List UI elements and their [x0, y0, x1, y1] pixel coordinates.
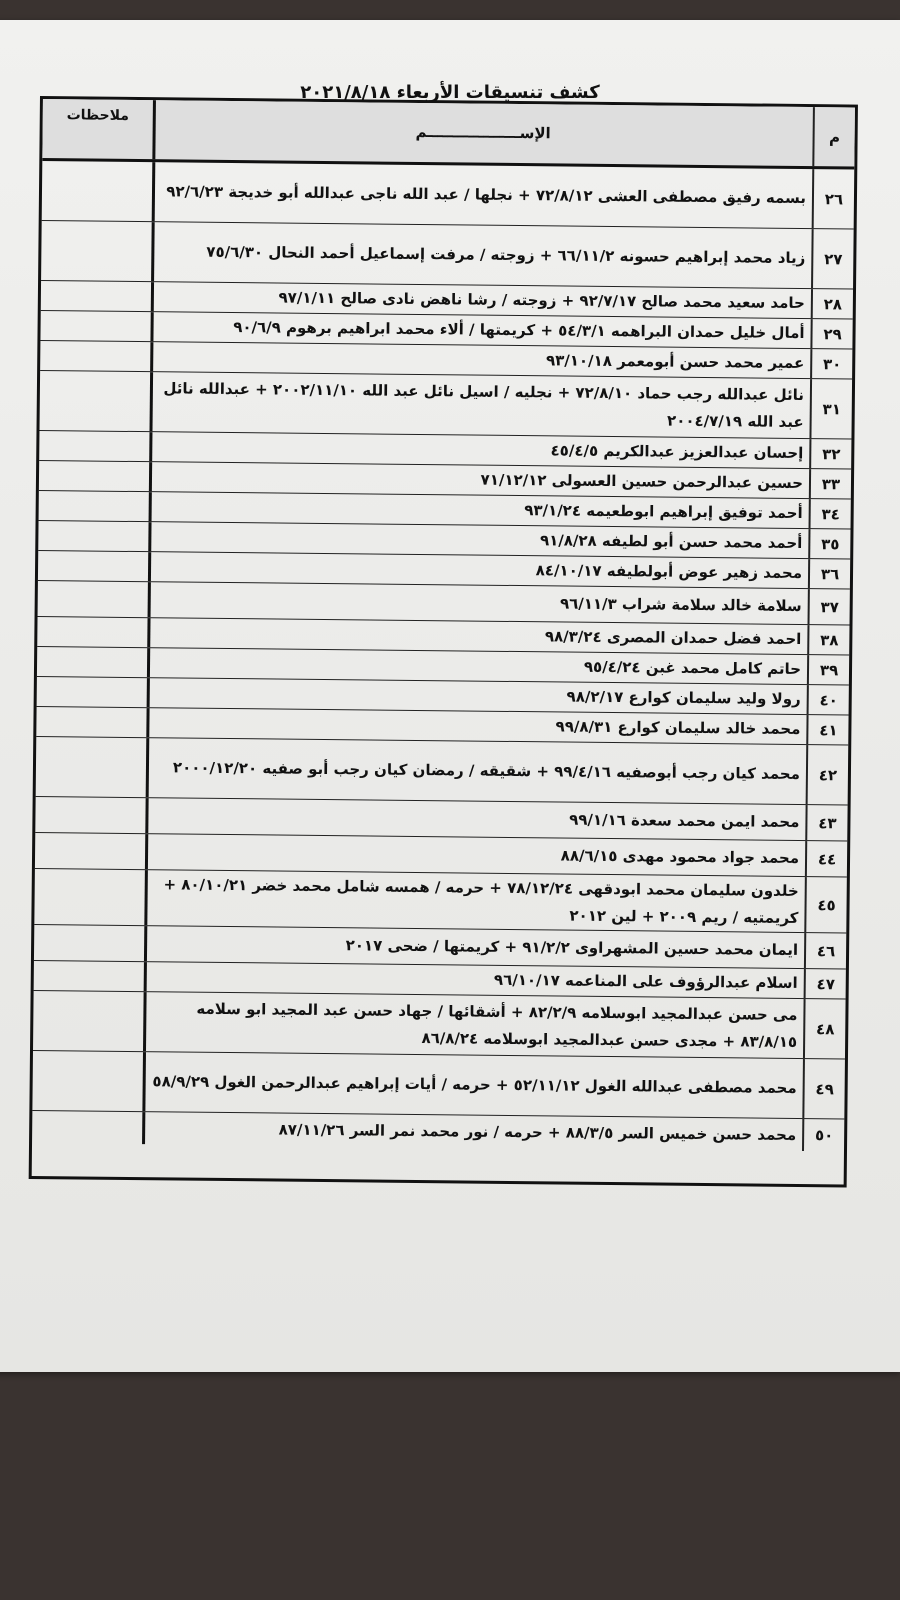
row-notes — [34, 961, 144, 991]
table-row — [32, 1051, 845, 1119]
row-notes — [42, 161, 153, 221]
row-notes — [36, 737, 147, 797]
table-row — [33, 991, 846, 1059]
row-notes — [38, 521, 148, 551]
table-row — [34, 869, 847, 934]
row-entry: محمد جواد محمود مهدى ٨٨/٦/١٥ — [145, 834, 805, 876]
row-notes — [40, 341, 150, 371]
row-number: ٣٩ — [807, 655, 849, 684]
table-row — [39, 371, 852, 439]
row-entry: إحسان عبدالعزيز عبدالكريم ٤٥/٤/٥ — [149, 432, 809, 468]
row-number: ٣٠ — [810, 349, 852, 378]
row-entry: محمد ايمن محمد سعدة ٩٩/١/١٦ — [145, 798, 805, 840]
row-number: ٢٨ — [811, 289, 853, 318]
row-number: ٤٢ — [806, 745, 849, 804]
row-number: ٢٦ — [812, 169, 855, 228]
row-notes — [41, 221, 152, 281]
header-name: الإســــــــــــــــــم — [152, 100, 813, 166]
row-number: ٣٢ — [809, 439, 851, 468]
row-entry: محمد زهير عوض أبولطيفه ٨٤/١٠/١٧ — [148, 552, 808, 588]
names-table — [29, 96, 858, 1188]
row-entry: أمال خليل حمدان البراهمه ٥٤/٣/١ + كريمتها / ألاء محمد ابراهيم برهوم ٩٠/٦/٩ — [150, 312, 810, 348]
row-notes — [33, 991, 144, 1051]
row-number: ٤٦ — [804, 933, 846, 968]
row-entry: خلدون سليمان محمد ابودقهى ٧٨/١٢/٢٤ + حرمه / همسه شامل محمد خضر ٨٠/١٠/٢١ + كريمتيه / ريم ٢٠٠٩ + لين ٢٠١٢ — [144, 870, 805, 932]
row-number: ٣١ — [809, 379, 852, 438]
row-number: ٣٥ — [808, 529, 850, 558]
row-number: ٣٦ — [808, 559, 850, 588]
row-number: ٤٤ — [805, 841, 847, 876]
row-notes — [36, 707, 146, 737]
row-number: ٤٨ — [803, 999, 846, 1058]
row-number: ٤٧ — [804, 969, 846, 998]
row-entry: احمد فضل حمدان المصرى ٩٨/٣/٢٤ — [147, 618, 807, 654]
row-entry: حامد سعيد محمد صالح ٩٢/٧/١٧ + زوجته / رشا ناهض نادى صالح ٩٧/١/١١ — [151, 282, 811, 318]
row-number: ٥٠ — [802, 1119, 844, 1151]
row-entry: رولا وليد سليمان كوارع ٩٨/٢/١٧ — [147, 678, 807, 714]
row-notes — [38, 581, 148, 617]
row-notes — [37, 677, 147, 707]
row-number: ٤٩ — [802, 1059, 845, 1118]
row-entry: محمد حسن خميس السر ٨٨/٣/٥ + حرمه / نور محمد نمر السر ٨٧/١١/٢٦ — [142, 1112, 802, 1151]
document-title: كشف تنسيقات الأربعاء ٢٠٢١/٨/١٨ — [300, 82, 600, 103]
row-entry: ايمان محمد حسين المشهراوى ٩١/٢/٢ + كريمتها / ضحى ٢٠١٧ — [144, 926, 804, 968]
row-number: ٢٩ — [810, 319, 852, 348]
row-notes — [39, 461, 149, 491]
row-entry: أحمد توفيق إبراهيم ابوطعيمه ٩٣/١/٢٤ — [149, 492, 809, 528]
row-entry: اسلام عبدالرؤوف على المناعمه ٩٦/١٠/١٧ — [144, 962, 804, 998]
row-number: ٣٤ — [809, 499, 851, 528]
row-notes — [38, 551, 148, 581]
table-row — [36, 737, 849, 805]
row-number: ٤٠ — [807, 685, 849, 714]
row-entry: محمد خالد سليمان كوارع ٩٩/٨/٣١ — [146, 708, 806, 744]
row-notes — [37, 617, 147, 647]
row-notes — [32, 1111, 142, 1144]
row-entry: عمير محمد حسن أبومعمر ٩٣/١٠/١٨ — [150, 342, 810, 378]
row-entry: سلامة خالد سلامة شراب ٩٦/١١/٣ — [148, 582, 808, 624]
row-number: ٢٧ — [811, 229, 854, 288]
row-notes — [39, 491, 149, 521]
table-row — [41, 221, 854, 289]
row-number: ٣٨ — [807, 625, 849, 654]
row-entry: مى حسن عبدالمجيد ابوسلامه ٨٢/٢/٩ + أشقائها / جهاد حسن عبد المجيد ابو سلامه ٨٣/٨/١٥ + مجدى حسن عبدالمجيد ابوسلامه ٨٦/٨/٢٤ — [143, 992, 804, 1058]
table-header-row — [42, 99, 855, 169]
row-number: ٣٧ — [808, 589, 850, 624]
row-entry: حسين عبدالرحمن حسين العسولى ٧١/١٢/١٢ — [149, 462, 809, 498]
row-notes — [32, 1051, 143, 1111]
row-notes — [35, 833, 145, 869]
row-notes — [35, 797, 145, 833]
row-number: ٤١ — [806, 715, 848, 744]
row-entry: محمد كيان رجب أبوصفيه ٩٩/٤/١٦ + شقيقه / رمضان كيان رجب أبو صفيه ٢٠٠٠/١٢/٢٠ — [146, 738, 807, 804]
header-number: م — [812, 107, 855, 166]
header-notes: ملاحظات — [66, 107, 130, 124]
row-notes — [34, 869, 145, 925]
row-notes — [40, 311, 150, 341]
row-notes — [37, 647, 147, 677]
row-notes — [40, 371, 151, 431]
row-entry: بسمه رفيق مصطفى العشى ٧٢/٨/١٢ + نجلها / عبد الله ناجى عبدالله أبو خديجة ٩٢/٦/٢٣ — [152, 162, 813, 228]
row-notes — [34, 925, 144, 961]
row-number: ٣٣ — [809, 469, 851, 498]
row-notes — [39, 431, 149, 461]
row-entry: نائل عبدالله رجب حماد ٧٢/٨/١٠ + نجليه / اسيل نائل عبد الله ٢٠٠٢/١١/١٠ + عبدالله نائل عبد الله ٢٠٠٤/٧/١٩ — [149, 372, 810, 438]
row-entry: حاتم كامل محمد غبن ٩٥/٤/٢٤ — [147, 648, 807, 684]
row-number: ٤٥ — [804, 877, 847, 932]
row-entry: أحمد محمد حسن أبو لطيفه ٩١/٨/٢٨ — [148, 522, 808, 558]
row-notes — [41, 281, 151, 311]
table-row — [42, 161, 855, 229]
row-entry: زياد محمد إبراهيم حسونه ٦٦/١١/٢ + زوجته / مرفت إسماعيل أحمد النحال ٧٥/٦/٣٠ — [151, 222, 812, 288]
row-number: ٤٣ — [805, 805, 847, 840]
row-entry: محمد مصطفى عبدالله الغول ٥٢/١١/١٢ + حرمه / أيات إبراهيم عبدالرحمن الغول ٥٨/٩/٢٩ — [142, 1052, 803, 1118]
